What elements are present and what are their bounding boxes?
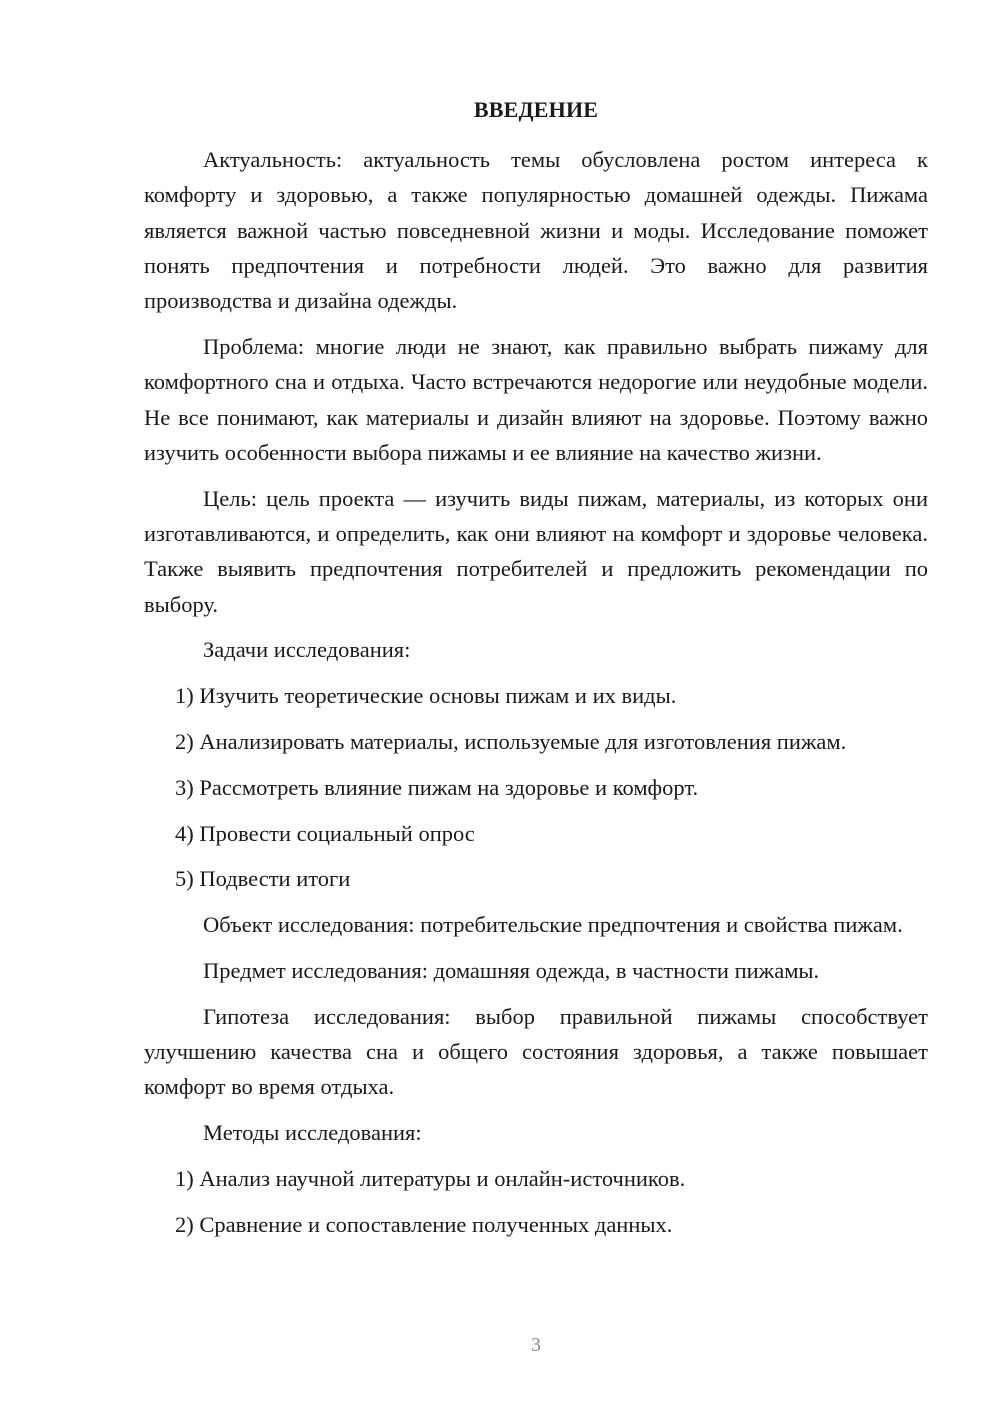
page-number: 3 — [531, 1334, 541, 1356]
list-item: 4) Провести социальный опрос — [175, 820, 475, 846]
paragraph-goal: Цель: цель проекта — изучить виды пижам, материалы, из которых они изготавливаются, и определить, как они влияют на комфорт и здоровье человека. Также выявить предпочтения потребителей и предложить рекомендации по выбору. — [144, 485, 928, 617]
paragraph-problem: Проблема: многие люди не знают, как правильно выбрать пижаму для комфортного сна и отдыха. Часто встречаются недорогие или неудобные модели. Не все понимают, как материалы и дизайн влияют на здоровье. Поэтому важно изучить особенности выбора пижамы и ее влияние на качество жизни. — [144, 333, 928, 465]
paragraph-relevance: Актуальность: актуальность темы обусловлена ростом интереса к комфорту и здоровью, а также популярностью домашней одежды. Пижама является важной частью повседневной жизни и моды. Исследование поможет понять предпочтения и потребности людей. Это важно для развития производства и дизайна одежды. — [144, 147, 928, 314]
page-title: ВВЕДЕНИЕ — [473, 97, 599, 122]
list-item: 3) Рассмотреть влияние пижам на здоровье и комфорт. — [175, 774, 699, 800]
list-item: 2) Анализировать материалы, используемые для изготовления пижам. — [175, 728, 847, 754]
tasks-list — [144, 678, 928, 896]
paragraph-subject: Предмет исследования: домашняя одежда, в частности пижамы. — [203, 957, 820, 983]
list-item: 5) Подвести итоги — [175, 866, 351, 892]
methods-list — [144, 1161, 928, 1242]
document-body — [144, 142, 928, 1253]
tasks-heading: Задачи исследования: — [203, 637, 411, 663]
paragraph-object: Объект исследования: потребительские предпочтения и свойства пижам. — [203, 912, 903, 938]
list-item: 2) Сравнение и сопоставление полученных данных. — [175, 1211, 673, 1237]
methods-heading: Методы исследования: — [203, 1120, 422, 1146]
paragraph-hypothesis: Гипотеза исследования: выбор правильной пижамы способствует улучшению качества сна и общего состояния здоровья, а также повышает комфорт во время отдыха. — [144, 1003, 928, 1100]
list-item: 1) Анализ научной литературы и онлайн-источников. — [175, 1165, 686, 1191]
list-item: 1) Изучить теоретические основы пижам и их виды. — [175, 683, 677, 709]
